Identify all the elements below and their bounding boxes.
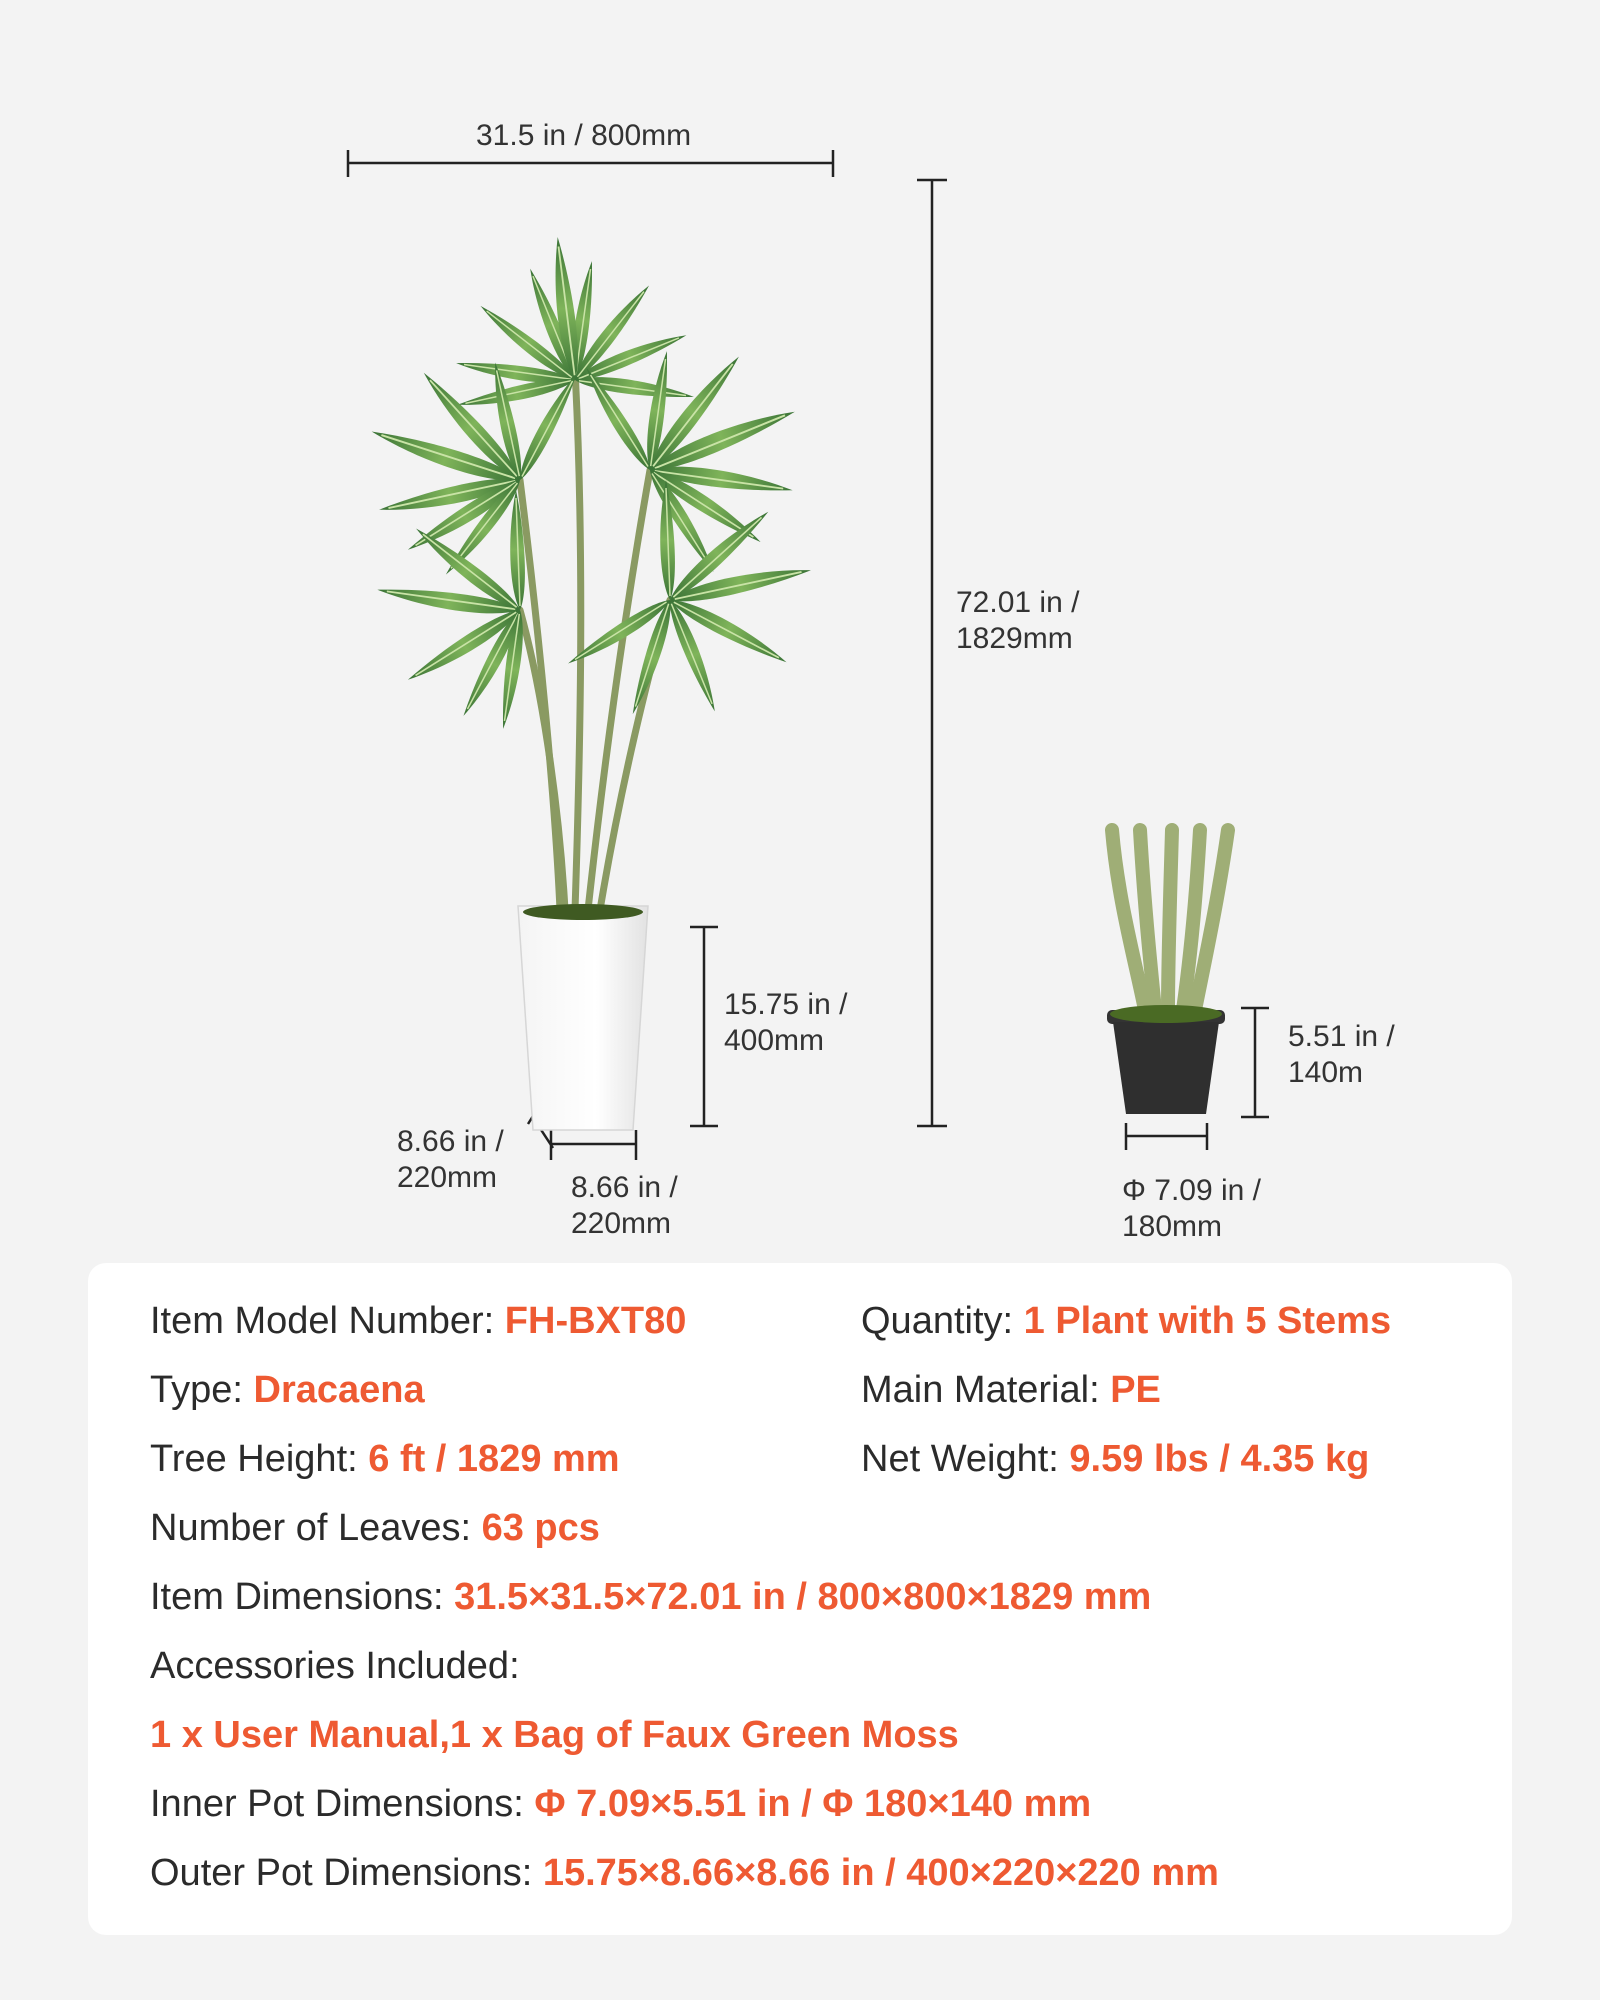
- outer-pot-width-label: 8.66 in / 220mm: [571, 1171, 678, 1240]
- spec-material-label: Main Material:: [861, 1369, 1111, 1411]
- spec-leaves: [150, 1505, 600, 1551]
- inner-pot-height-line: [1241, 1008, 1269, 1117]
- spec-outer-pot-value: 15.75×8.66×8.66 in / 400×220×220 mm: [542, 1852, 1219, 1894]
- spec-accessories-value: 1 x User Manual,1 x Bag of Faux Green Moss: [150, 1714, 959, 1756]
- spec-weight-label: Net Weight:: [861, 1438, 1070, 1480]
- spec-quantity: [861, 1298, 1391, 1344]
- spec-inner-pot: [150, 1781, 1091, 1827]
- spec-model-label: Item Model Number:: [150, 1300, 505, 1342]
- spec-height-value: 6 ft / 1829 mm: [368, 1438, 620, 1480]
- spec-inner-pot-value: Φ 7.09×5.51 in / Φ 180×140 mm: [534, 1783, 1092, 1825]
- inner-pot-diameter-line: [1126, 1123, 1207, 1150]
- inner-pot-height-label: 5.51 in / 140m: [1288, 1020, 1395, 1089]
- spec-height: [150, 1436, 620, 1482]
- tree-foliage: [369, 236, 813, 730]
- spec-quantity-label: Quantity:: [861, 1300, 1024, 1342]
- spec-weight-value: 9.59 lbs / 4.35 kg: [1069, 1438, 1370, 1480]
- spec-model: [150, 1298, 686, 1344]
- spec-type-value: Dracaena: [253, 1369, 425, 1411]
- spec-quantity-value: 1 Plant with 5 Stems: [1023, 1300, 1392, 1342]
- spec-material: [861, 1367, 1161, 1413]
- spec-type: [150, 1367, 425, 1413]
- spec-outer-pot-label: Outer Pot Dimensions:: [150, 1852, 543, 1894]
- spec-model-value: FH-BXT80: [504, 1300, 687, 1342]
- spec-outer-pot: [150, 1850, 1219, 1896]
- spec-type-label: Type:: [150, 1369, 254, 1411]
- height-label: 72.01 in / 1829mm: [956, 586, 1080, 655]
- inner-pot: [1107, 1005, 1225, 1114]
- spec-inner-pot-label: Inner Pot Dimensions:: [150, 1783, 535, 1825]
- outer-pot-height-label: 15.75 in / 400mm: [724, 988, 848, 1057]
- outer-pot-depth-label: 8.66 in / 220mm: [397, 1125, 504, 1194]
- spec-card: [88, 1263, 1512, 1935]
- spec-leaves-label: Number of Leaves:: [150, 1507, 482, 1549]
- spec-leaves-value: 63 pcs: [481, 1507, 600, 1549]
- inner-pot-diameter-label: Φ 7.09 in / 180mm: [1122, 1174, 1262, 1243]
- spec-weight: [861, 1436, 1369, 1482]
- outer-pot: [518, 904, 648, 1130]
- spec-accessories-label: Accessories Included:: [150, 1645, 520, 1687]
- width-dimension-line: [348, 150, 833, 177]
- spec-item-dimensions: [150, 1574, 1151, 1620]
- spec-height-label: Tree Height:: [150, 1438, 369, 1480]
- spec-item-dimensions-value: 31.5×31.5×72.01 in / 800×800×1829 mm: [454, 1576, 1152, 1618]
- width-label: 31.5 in / 800mm: [476, 119, 692, 152]
- inner-pot-stems: [1112, 830, 1228, 1010]
- outer-pot-height-line: [690, 927, 718, 1126]
- spec-item-dimensions-label: Item Dimensions:: [150, 1576, 455, 1618]
- height-dimension-line: [917, 180, 947, 1126]
- spec-material-value: PE: [1110, 1369, 1161, 1411]
